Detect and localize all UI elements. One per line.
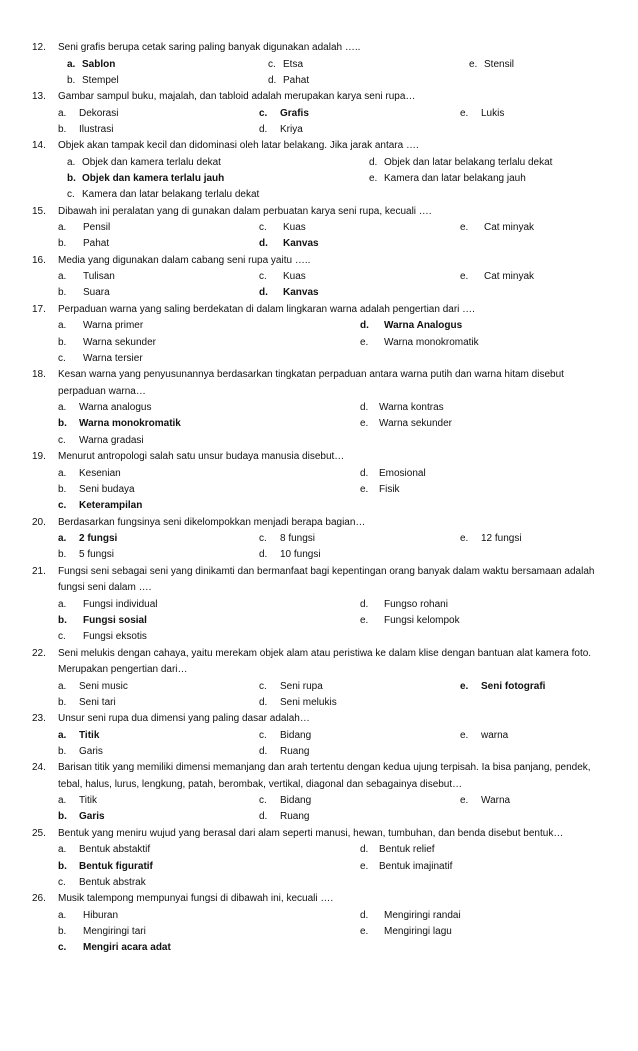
option-text: Fungsi eksotis [83,631,147,643]
option-text: Seni rupa [280,680,323,692]
option-text: Objek dan latar belakang terlalu dekat [384,156,553,168]
answer-option-a[interactable] [58,908,119,924]
option-text: 8 fungsi [280,533,316,544]
option-row [0,335,638,351]
option-letter: e. [460,533,469,544]
option-letter: b. [58,123,67,135]
question-text: Seni melukis dengan cahaya, yaitu merekam objek alam atau peristiwa ke dalam klise dengan bantuan alat kamera foto. Merupakan pengertian dari… [58,647,592,675]
answer-option-e[interactable] [360,924,452,940]
option-letter: e. [460,271,469,283]
answer-option-c[interactable] [58,498,143,514]
option-letter: c. [67,189,75,201]
question-text: Objek akan tampak kecil dan didominasi oleh latar belakang. Jika jarak antara …. [58,140,419,152]
answer-option-d[interactable] [369,155,553,171]
option-row [0,842,638,858]
answer-option-a[interactable] [58,220,111,236]
option-row [0,498,638,514]
option-row [0,416,638,432]
option-letter: c. [268,58,276,70]
option-row [0,171,638,187]
option-text: Seni tari [79,696,116,708]
option-text: Warna sekunder [83,336,156,348]
option-letter: c. [259,533,267,544]
question-text: Dibawah ini peralatan yang di gunakan dalam perbuatan karya seni rupa, kecuali …. [58,205,432,217]
option-letter: b. [58,745,67,757]
option-text: Hiburan [83,909,119,921]
option-text: Warna primer [83,320,144,332]
option-letter: a. [58,533,67,544]
answer-option-e[interactable] [460,793,511,809]
option-text: Bidang [280,729,312,741]
option-text: Etsa [283,58,304,70]
option-text: Warna monokromatik [384,336,479,348]
question-number: 13. [32,91,46,103]
option-letter: c. [58,942,67,954]
question-number: 18. [32,369,46,381]
option-row [0,433,638,449]
answer-option-b[interactable] [58,547,115,563]
question-text: Seni grafis berupa cetak saring paling banyak digunakan adalah ….. [58,42,361,53]
option-letter: e. [360,614,369,626]
option-text: Warna monokromatik [79,418,181,430]
option-row [0,285,638,301]
answer-option-e[interactable] [360,335,479,351]
answer-option-a[interactable] [58,728,100,744]
option-letter: e. [360,483,369,495]
answer-option-c[interactable] [58,875,146,891]
answer-option-b[interactable] [58,613,147,629]
option-text: Warna Analogus [384,320,463,332]
option-text: Titik [79,795,97,807]
option-text: Warna kontras [379,402,444,414]
answer-option-c[interactable] [259,793,312,809]
option-letter: c. [259,107,268,119]
question-text: Media yang digunakan dalam cabang seni rupa yaitu ….. [58,254,311,266]
question-text: Kesan warna yang penyusunannya berdasarkan tingkatan perpaduan antara warna putih dan warna hitam disebut perpaduan warna… [58,369,564,397]
answer-option-e[interactable] [369,171,526,187]
option-row [0,547,638,563]
option-letter: e. [460,680,469,692]
option-row [0,728,638,744]
answer-option-d[interactable] [268,73,310,89]
option-row [0,466,638,482]
question-number: 23. [32,713,46,725]
option-row [0,351,638,367]
answer-option-b[interactable] [67,73,119,89]
option-letter: c. [58,631,66,643]
answer-option-d[interactable] [259,744,310,760]
option-text: Seni music [79,680,128,692]
option-text: Garis [79,811,105,823]
option-letter: b. [58,614,67,626]
question-text: Barisan titik yang memiliki dimensi memanjang dan arah tertentu dengan kedua ujung terpisah. Ia bisa panjang, pendek, tebal, halus, lurus, lengkung, patah, berombak, vertikal, diagonal dan sebagainya disebut… [58,762,591,790]
answer-option-b[interactable] [58,744,103,760]
option-letter: e. [360,418,369,430]
option-text: Stempel [82,74,119,86]
option-text: Seni fotografi [481,680,546,692]
answer-option-d[interactable] [259,122,303,138]
answer-option-b[interactable] [58,416,181,432]
answer-option-d[interactable] [259,285,319,301]
option-text: Fungsi kelompok [384,614,460,626]
answer-option-a[interactable] [58,466,121,482]
answer-option-b[interactable] [67,171,225,187]
option-letter: e. [369,172,378,184]
option-text: Grafis [280,107,309,119]
option-text: Kanvas [283,287,319,299]
answer-option-e[interactable] [460,531,522,547]
answer-option-a[interactable] [58,597,158,613]
question-text: Berdasarkan fungsinya seni dikelompokkan menjadi berapa bagian… [58,516,366,528]
option-letter: c. [259,729,267,741]
option-letter: e. [360,860,369,872]
option-letter: e. [460,222,469,234]
option-letter: c. [259,222,267,234]
option-text: Suara [83,287,110,299]
option-text: Objek dan kamera terlalu jauh [82,172,225,184]
option-text: Fungso rohani [384,598,448,610]
option-letter: c. [259,271,267,283]
answer-option-d[interactable] [360,318,463,334]
answer-option-c[interactable] [67,187,260,203]
option-text: Kuas [283,222,306,234]
option-row [0,859,638,875]
answer-option-d[interactable] [360,908,461,924]
option-text: Seni budaya [79,483,135,495]
option-letter: d. [259,238,268,250]
option-row [0,318,638,334]
answer-option-c[interactable] [259,269,306,285]
option-letter: a. [58,909,67,921]
option-row [0,679,638,695]
option-letter: b. [58,696,67,708]
option-text: Bentuk abstaktif [79,844,151,856]
option-letter: b. [67,172,76,184]
option-letter: d. [360,598,369,610]
option-letter: a. [67,58,76,70]
question-text: Gambar sampul buku, majalah, dan tabloid adalah merupakan karya seni rupa… [58,91,416,103]
option-letter: b. [58,238,67,250]
option-text: Kanvas [283,238,319,250]
option-letter: d. [259,696,268,708]
option-text: Mengiringi lagu [384,925,452,937]
option-letter: d. [259,123,268,135]
answer-option-c[interactable] [58,629,147,645]
option-row [0,629,638,645]
option-letter: a. [67,156,76,168]
answer-option-c[interactable] [259,728,312,744]
option-row [0,73,638,89]
answer-option-c[interactable] [259,220,306,236]
option-text: Kesenian [79,467,121,479]
option-letter: b. [67,74,76,86]
answer-option-b[interactable] [58,809,105,825]
answer-option-a[interactable] [58,679,128,695]
option-text: Kamera dan latar belakang jauh [384,172,526,184]
option-text: Pahat [283,74,310,86]
answer-option-d[interactable] [259,695,337,711]
option-letter: b. [58,336,67,348]
option-letter: e. [460,795,469,807]
option-letter: b. [58,418,67,430]
option-text: Seni melukis [280,696,337,708]
option-text: Mengiri acara adat [83,942,171,954]
option-text: Kriya [280,123,303,135]
option-text: Pahat [83,238,110,250]
option-letter: e. [360,925,369,937]
option-letter: b. [58,483,67,495]
option-letter: a. [58,729,67,741]
answer-option-d[interactable] [360,842,435,858]
answer-option-d[interactable] [360,466,426,482]
option-letter: d. [360,402,369,414]
question-number: 21. [32,565,46,577]
option-text: Kuas [283,271,306,283]
answer-option-b[interactable] [58,924,146,940]
question-number: 15. [32,205,46,217]
option-letter: a. [58,222,67,234]
option-letter: a. [58,598,67,610]
option-text: Bentuk abstrak [79,876,146,888]
answer-option-e[interactable] [460,728,509,744]
option-text: Warna tersier [83,352,143,364]
option-text: warna [481,729,509,741]
option-text: Warna sekunder [379,418,452,430]
option-text: Fungsi individual [83,598,158,610]
question-text: Menurut antropologi salah satu unsur budaya manusia disebut… [58,451,345,463]
option-text: 2 fungsi [79,533,118,544]
option-letter: b. [58,860,67,872]
question-number: 24. [32,762,46,774]
option-row [0,122,638,138]
option-text: Bentuk figuratif [79,860,153,872]
option-row [0,695,638,711]
option-text: Objek dan kamera terlalu dekat [82,156,221,168]
option-text: Bentuk imajinatif [379,860,453,872]
answer-option-c[interactable] [268,57,304,73]
answer-option-a[interactable] [58,842,151,858]
option-letter: d. [369,156,378,168]
answer-option-c[interactable] [58,351,143,367]
option-row [0,482,638,498]
option-text: Mengiringi tari [83,925,146,937]
option-row [0,940,638,956]
answer-option-a[interactable] [58,793,97,809]
option-letter: d. [360,909,369,921]
option-text: Dekorasi [79,107,119,119]
option-letter: a. [58,271,67,283]
answer-option-e[interactable] [460,679,546,695]
answer-option-b[interactable] [58,335,156,351]
option-letter: e. [460,107,469,119]
answer-option-c[interactable] [259,106,309,122]
answer-option-a[interactable] [58,531,118,547]
option-text: Warna [481,795,511,807]
option-text: Titik [79,729,100,741]
option-row [0,531,638,547]
option-row [0,269,638,285]
answer-option-e[interactable] [460,269,535,285]
option-row [0,155,638,171]
option-text: Ruang [280,811,310,823]
option-letter: c. [259,680,267,692]
option-text: Warna gradasi [79,434,144,446]
answer-option-e[interactable] [360,613,460,629]
answer-option-b[interactable] [58,695,116,711]
question-number: 25. [32,827,46,839]
option-text: Cat minyak [484,271,535,283]
option-letter: a. [58,320,67,332]
option-letter: d. [259,811,268,823]
answer-option-a[interactable] [67,155,221,171]
option-text: Ruang [280,745,310,757]
question-number: 12. [32,42,46,53]
question-number: 20. [32,516,46,528]
option-letter: b. [58,811,67,823]
question-number: 16. [32,254,46,266]
answer-option-d[interactable] [259,547,321,563]
option-text: Mengiringi randai [384,909,461,921]
option-row [0,236,638,252]
option-letter: b. [58,549,67,561]
option-letter: d. [268,74,277,86]
option-text: Bentuk relief [379,844,435,856]
answer-option-c[interactable] [259,531,316,547]
answer-option-b[interactable] [58,859,153,875]
answer-option-d[interactable] [360,400,444,416]
question-number: 26. [32,893,46,905]
option-letter: c. [58,876,66,888]
option-letter: d. [360,467,369,479]
option-letter: a. [58,844,67,856]
question-number: 17. [32,303,46,315]
option-row [0,875,638,891]
option-text: Fungsi sosial [83,614,147,626]
answer-option-c[interactable] [58,940,171,956]
answer-option-a[interactable] [58,269,115,285]
answer-option-d[interactable] [259,236,319,252]
option-row [0,187,638,203]
option-text: Emosional [379,467,426,479]
option-row [0,106,638,122]
answer-option-b[interactable] [58,236,110,252]
answer-option-e[interactable] [360,482,400,498]
option-letter: a. [58,467,67,479]
option-letter: b. [58,925,67,937]
question-number: 19. [32,451,46,463]
answer-option-e[interactable] [469,57,515,73]
option-letter: d. [360,844,369,856]
option-row [0,809,638,825]
question-text: Bentuk yang meniru wujud yang berasal dari alam seperti manusi, hewan, tumbuhan, dan benda disebut bentuk… [58,827,564,839]
option-text: Pensil [83,222,111,234]
option-letter: c. [259,795,267,807]
option-row [0,220,638,236]
answer-option-d[interactable] [259,809,310,825]
option-letter: d. [259,549,268,561]
option-letter: e. [360,336,369,348]
option-row [0,924,638,940]
option-letter: e. [460,729,469,741]
option-text: Fisik [379,483,400,495]
answer-option-e[interactable] [360,416,452,432]
option-text: Bidang [280,795,312,807]
question-number: 22. [32,647,46,659]
answer-option-c[interactable] [259,679,323,695]
option-row [0,793,638,809]
option-text: Tulisan [83,271,115,283]
option-letter: a. [58,107,67,119]
option-row [0,613,638,629]
option-text: Ilustrasi [79,123,114,135]
answer-option-e[interactable] [360,859,453,875]
answer-option-a[interactable] [67,57,116,73]
option-text: Keterampilan [79,500,143,512]
answer-option-e[interactable] [460,106,505,122]
option-letter: d. [259,287,268,299]
option-letter: c. [58,352,66,364]
answer-option-e[interactable] [460,220,535,236]
option-row [0,908,638,924]
option-row [0,744,638,760]
option-text: 12 fungsi [481,533,522,544]
option-text: 5 fungsi [79,549,115,561]
option-letter: d. [360,320,369,332]
option-text: Cat minyak [484,222,535,234]
option-text: Lukis [481,107,505,119]
option-letter: c. [58,500,67,512]
question-text: Fungsi seni sebagai seni yang dinikamti dan bermanfaat bagi kepentingan orang banyak dalam waktu bersamaan adalah fungsi seni dalam …. [58,565,595,594]
answer-option-d[interactable] [360,597,448,613]
question-text: Unsur seni rupa dua dimensi yang paling dasar adalah… [58,713,310,725]
option-letter: a. [58,680,67,692]
option-row [0,597,638,613]
option-letter: a. [58,795,67,807]
answer-option-b[interactable] [58,482,135,498]
option-text: Kamera dan latar belakang terlalu dekat [82,189,260,201]
option-letter: c. [58,434,66,446]
answer-option-a[interactable] [58,318,144,334]
option-letter: b. [58,287,67,299]
option-text: 10 fungsi [280,549,321,561]
option-row [0,400,638,416]
answer-option-a[interactable] [58,400,152,416]
question-text: Musik talempong mempunyai fungsi di dibawah ini, kecuali …. [58,893,334,905]
option-text: Stensil [484,58,515,70]
question-number: 14. [32,140,46,152]
answer-option-b[interactable] [58,285,110,301]
option-letter: a. [58,402,67,414]
question-text: Perpaduan warna yang saling berdekatan di dalam lingkaran warna adalah pengertian dari …. [58,303,475,315]
option-text: Sablon [82,58,116,70]
answer-option-a[interactable] [58,106,119,122]
option-row [0,57,638,73]
answer-option-b[interactable] [58,122,114,138]
option-letter: d. [259,745,268,757]
answer-option-c[interactable] [58,433,144,449]
option-letter: e. [469,58,478,70]
option-text: Warna analogus [79,402,152,414]
option-text: Garis [79,745,103,757]
